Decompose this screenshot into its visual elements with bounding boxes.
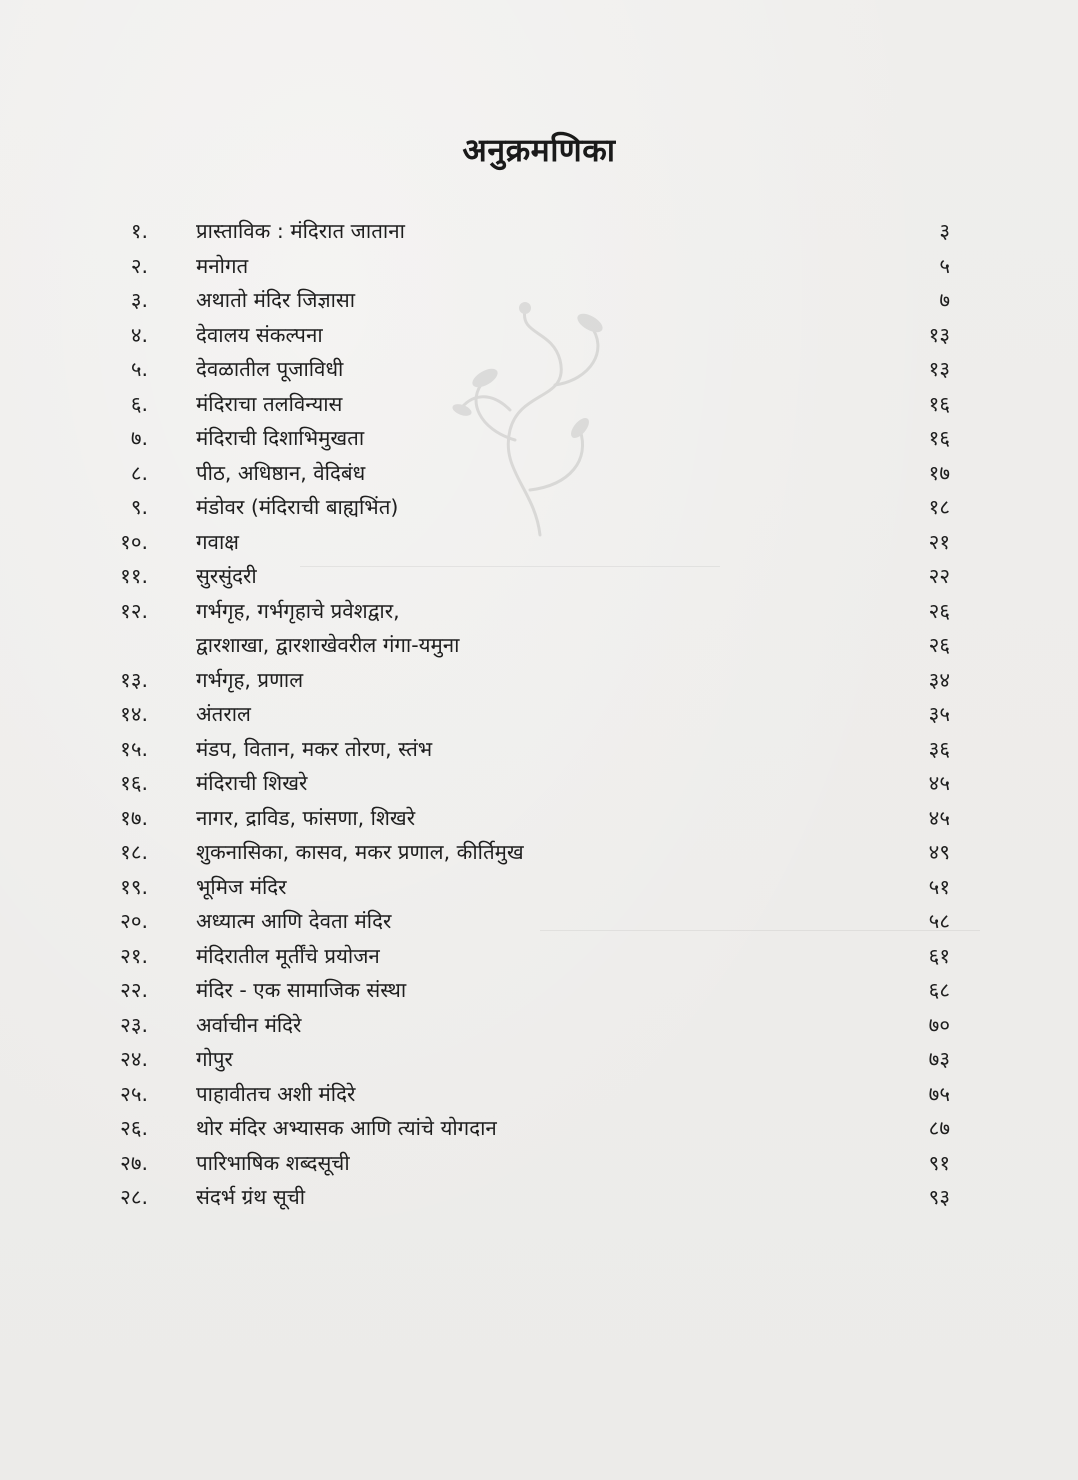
page-number: ३ — [939, 219, 950, 243]
chapter-title: पीठ, अधिष्ठान, वेदिबंध — [196, 460, 366, 485]
page-number: ७५ — [928, 1081, 950, 1106]
toc-row — [90, 1077, 950, 1112]
chapter-title: गवाक्ष — [196, 529, 239, 554]
chapter-title: अर्वाचीन मंदिरे — [196, 1012, 302, 1037]
toc-row — [90, 697, 950, 732]
chapter-number: ९. — [130, 495, 148, 519]
page-number: २१ — [928, 529, 950, 554]
toc-row — [90, 835, 950, 870]
page-number: २२ — [928, 564, 950, 588]
chapter-title: थोर मंदिर अभ्यासक आणि त्यांचे योगदान — [196, 1116, 497, 1140]
toc-row — [90, 939, 950, 974]
chapter-title: नागर, द्राविड, फांसणा, शिखरे — [196, 805, 416, 830]
chapter-number: १३. — [120, 667, 148, 692]
chapter-title: मंडप, वितान, मकर तोरण, स्तंभ — [196, 736, 433, 761]
page-number: ३४ — [928, 667, 950, 692]
chapter-number: ३. — [130, 288, 148, 312]
toc-row — [90, 249, 950, 284]
chapter-title: मंदिर - एक सामाजिक संस्था — [196, 978, 407, 1002]
chapter-number: १२. — [120, 598, 148, 623]
chapter-title: मंडोवर (मंदिराची बाह्यभिंत) — [196, 495, 399, 519]
page-number: ७ — [939, 288, 950, 312]
toc-row — [90, 1111, 950, 1146]
chapter-number: ६. — [130, 391, 148, 416]
chapter-number: १०. — [120, 529, 148, 554]
chapter-title: देवालय संकल्पना — [196, 322, 323, 347]
chapter-title: शुकनासिका, कासव, मकर प्रणाल, कीर्तिमुख — [196, 840, 524, 864]
toc-row — [90, 352, 950, 387]
page-number: ३६ — [928, 736, 950, 761]
table-of-contents — [90, 214, 950, 1215]
chapter-title: संदर्भ ग्रंथ सूची — [196, 1185, 306, 1209]
toc-row — [90, 904, 950, 939]
toc-row — [90, 456, 950, 491]
page-number: ५८ — [928, 909, 950, 933]
toc-row — [90, 1042, 950, 1077]
toc-row — [90, 663, 950, 698]
page-number: १७ — [928, 460, 950, 485]
chapter-title: भूमिज मंदिर — [196, 874, 287, 899]
toc-row — [90, 732, 950, 767]
page-number: १३ — [928, 322, 950, 347]
chapter-title: अंतराल — [196, 702, 251, 726]
chapter-number: ११. — [120, 564, 148, 588]
chapter-title: सुरसुंदरी — [196, 564, 257, 588]
chapter-number: ७. — [130, 426, 148, 450]
chapter-number: २३. — [120, 1012, 148, 1037]
chapter-title: पारिभाषिक शब्दसूची — [196, 1150, 350, 1175]
chapter-title: अथातो मंदिर जिज्ञासा — [196, 288, 356, 312]
page-number: ४५ — [928, 805, 950, 830]
page-number: ५१ — [928, 874, 950, 899]
chapter-number: २. — [130, 253, 148, 278]
toc-row — [90, 973, 950, 1008]
chapter-title: मंदिराची दिशाभिमुखता — [196, 426, 365, 450]
toc-row — [90, 801, 950, 836]
page-number: ७३ — [928, 1047, 950, 1071]
toc-row — [90, 1180, 950, 1215]
chapter-number: ५. — [130, 357, 148, 381]
chapter-title: अध्यात्म आणि देवता मंदिर — [196, 909, 392, 933]
chapter-number: १५. — [120, 736, 148, 761]
toc-row — [90, 318, 950, 353]
chapter-number: १४. — [120, 702, 148, 726]
toc-row — [90, 870, 950, 905]
chapter-number: २५. — [120, 1081, 148, 1106]
toc-row — [90, 628, 950, 663]
toc-row — [90, 594, 950, 629]
toc-row — [90, 766, 950, 801]
page-number: २६ — [928, 598, 950, 623]
chapter-title: गोपुर — [196, 1047, 233, 1071]
chapter-number: १७. — [120, 805, 148, 830]
chapter-title: गर्भगृह, गर्भगृहाचे प्रवेशद्वार, — [196, 598, 400, 623]
chapter-number: १६. — [120, 771, 148, 795]
toc-row — [90, 387, 950, 422]
page-number: १३ — [928, 357, 950, 381]
chapter-number: २४. — [120, 1047, 148, 1071]
chapter-title: प्रास्ताविक : मंदिरात जाताना — [196, 219, 405, 243]
page-number: ९३ — [928, 1185, 950, 1209]
chapter-title: द्वारशाखा, द्वारशाखेवरील गंगा-यमुना — [196, 633, 460, 657]
toc-row — [90, 525, 950, 560]
toc-row — [90, 283, 950, 318]
page-number: ३५ — [928, 702, 950, 726]
chapter-number: २०. — [120, 909, 148, 933]
page-number: १८ — [928, 495, 950, 519]
page-title: अनुक्रमणिका — [462, 131, 616, 169]
chapter-title: मंदिराची शिखरे — [196, 771, 308, 795]
toc-row — [90, 1146, 950, 1181]
chapter-title: मनोगत — [196, 253, 249, 278]
chapter-number: २८. — [120, 1185, 148, 1209]
chapter-number: ८. — [130, 460, 148, 485]
chapter-number: २२. — [120, 978, 148, 1002]
chapter-number: १८. — [120, 840, 148, 864]
page-number: ४५ — [928, 771, 950, 795]
page-number: ९१ — [928, 1150, 950, 1175]
toc-row — [90, 214, 950, 249]
page-number: ७० — [928, 1012, 950, 1037]
chapter-number: ४. — [130, 322, 148, 347]
chapter-number: २६. — [120, 1116, 148, 1140]
chapter-number: २१. — [120, 943, 148, 968]
toc-row — [90, 490, 950, 525]
chapter-title: देवळातील पूजाविधी — [196, 357, 344, 381]
chapter-title: मंदिरातील मूर्तींचे प्रयोजन — [196, 943, 380, 968]
chapter-number: २७. — [120, 1150, 148, 1175]
chapter-number: १. — [130, 219, 148, 243]
page-number: १६ — [928, 391, 950, 416]
page-number: ५ — [939, 253, 950, 278]
page-number: ६८ — [928, 978, 950, 1002]
chapter-title: मंदिराचा तलविन्यास — [196, 391, 343, 416]
chapter-number: १९. — [120, 874, 148, 899]
toc-row — [90, 1008, 950, 1043]
chapter-title: पाहावीतच अशी मंदिरे — [196, 1081, 356, 1106]
toc-row — [90, 421, 950, 456]
page-number: ६१ — [928, 943, 950, 968]
page-number: ४९ — [928, 840, 950, 864]
page-number: ८७ — [928, 1116, 950, 1140]
page-number: १६ — [928, 426, 950, 450]
chapter-title: गर्भगृह, प्रणाल — [196, 667, 304, 692]
toc-row — [90, 559, 950, 594]
page-number: २६ — [928, 633, 950, 657]
